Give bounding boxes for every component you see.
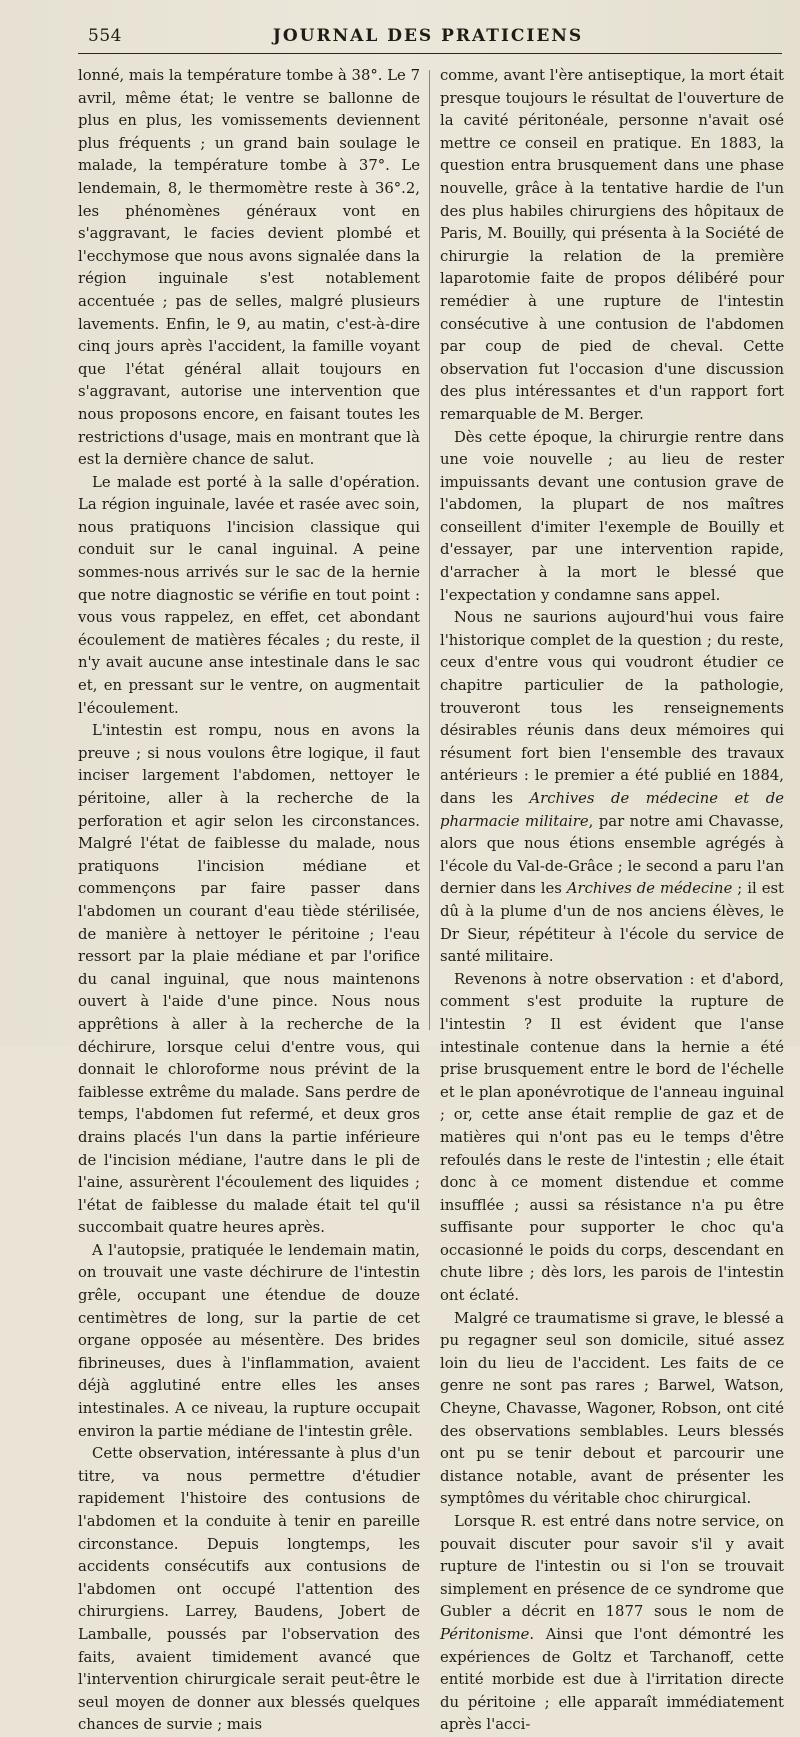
right-paragraph-3-text-a: Nous ne saurions aujourd'hui vous faire l'historique complet de la question ; du reste, ceux d'entre vous qui voudront étudier ce chapitre particulier de la pathologie, trouveront tous les renseignements désirables réunis dans deux mémoires qui résument fort bien l'ensemble des travaux antérieurs : le premier a été publié en 1884, dans les [440, 609, 784, 807]
right-column [440, 65, 784, 1737]
left-paragraph-1: lonné, mais la température tombe à 38°. Le 7 avril, même état; le ventre se ballonne de plus en plus, les vomissements deviennent plus fréquents ; un grand bain soulage le malade, la température tombe à 37°. Le lendemain, 8, le thermomètre reste à 36°.2, les phénomènes généraux vont en s'aggravant, le facies devient plombé et l'ecchymose que nous avons signalée dans la région inguinale s'est notablement accentuée ; pas de selles, malgré plusieurs lavements. Enfin, le 9, au matin, c'est-à-dire cinq jours après l'accident, la famille voyant que l'état général allait toujours en s'aggravant, autorise une intervention que nous proposons encore, en faisant toutes les restrictions d'usage, mais en montrant que là est la dernière chance de salut. [78, 67, 420, 469]
column-divider [429, 70, 430, 1030]
page-number: 554 [88, 26, 122, 46]
right-paragraph-3 [440, 607, 784, 969]
left-paragraph-2: Le malade est porté à la salle d'opération. La région inguinale, lavée et rasée avec soin, nous pratiquons l'incision classique qui conduit sur le canal inguinal. A peine sommes-nous arrivés sur le sac de la hernie que notre diagnostic se vérifie en tout point : vous vous rappelez, en effet, cet abondant écoulement de matières fécales ; du reste, il n'y avait aucune anse intestinale dans le sac et, en pressant sur le ventre, on augmentait l'écoulement. [78, 473, 420, 717]
right-paragraph-3-text-c: ; il est dû à la plume d'un de nos anciens élèves, le Dr Sieur, répétiteur à l'école du service de santé militaire. [440, 880, 784, 966]
left-column [78, 65, 420, 1737]
right-paragraph-6-text-a: Lorsque R. est entré dans notre service, on pouvait discuter pour savoir s'il y avait rupture de l'intestin ou si l'on se trouvait simplement en présence de ce syndrome que Gubler a décrit en 1877 sous le nom de [440, 1513, 784, 1621]
right-paragraph-4: Revenons à notre observation : et d'abord, comment s'est produite la rupture de l'intestin ? Il est évident que l'anse intestinale contenue dans la hernie a été prise brusquement entre le bord de l'échelle et le plan aponévrotique de l'anneau inguinal ; or, cette anse était remplie de gaz et de matières qui n'ont pas eu le temps d'être refoulés dans le reste de l'intestin ; elle était donc à ce moment distendue et comme insufflée ; aussi sa résistance n'a pu être suffisante pour supporter le choc qu'a occasionné le poids du corps, descendant en chute libre ; dès lors, les parois de l'intestin ont éclaté. [440, 970, 784, 1305]
left-paragraph-3: L'intestin est rompu, nous en avons la preuve ; si nous voulons être logique, il faut inciser largement l'abdomen, nettoyer le péritoine, aller à la recherche de la perforation et agir selon les circonstances. Malgré l'état de faiblesse du malade, nous pratiquons l'incision médiane et commençons par faire passer dans l'abdomen un courant d'eau tiède stérilisée, de manière à nettoyer le péritoine ; l'eau ressort par la plaie médiane et par l'orifice du canal inguinal, que nous maintenons ouvert à l'aide d'une pince. Nous nous apprêtions à aller à la recherche de la déchirure, lorsque celui d'entre vous, qui donnait le chloroforme nous prévint de la faiblesse extrême du malade. Sans perdre de temps, l'abdomen fut refermé, et deux gros drains placés l'un dans la partie inférieure de l'incision médiane, l'autre dans le pli de l'aine, assurèrent l'écoulement des liquides ; l'état de faiblesse du malade était tel qu'il succombait quatre heures après. [78, 722, 420, 1237]
right-paragraph-1: comme, avant l'ère antiseptique, la mort était presque toujours le résultat de l'ouverture de la cavité péritonéale, personne n'avait osé mettre ce conseil en pratique. En 1883, la question entra brusquement dans une phase nouvelle, grâce à la tentative hardie de l'un des plus habiles chirurgiens des hôpitaux de Paris, M. Bouilly, qui présenta à la Société de chirurgie la relation de la première laparotomie faite de propos délibéré pour remédier à une rupture de l'intestin consécutive à une contusion de l'abdomen par coup de pied de cheval. Cette observation fut l'occasion d'une discussion des plus intéressantes et d'un rapport fort remarquable de M. Berger. [440, 67, 784, 423]
header-rule [78, 53, 782, 54]
left-paragraph-4: A l'autopsie, pratiquée le lendemain matin, on trouvait une vaste déchirure de l'intestin grêle, occupant une étendue de douze centimètres de long, sur la partie de cet organe opposée au mésentère. Des brides fibrineuses, dues à l'inflammation, avaient déjà agglutiné entre elles les anses intestinales. A ce niveau, la rupture occupait environ la partie médiane de l'intestin grêle. [78, 1241, 420, 1440]
right-paragraph-6 [440, 1511, 784, 1737]
right-paragraph-2: Dès cette époque, la chirurgie rentre dans une voie nouvelle ; au lieu de rester impuissants devant une contusion grave de l'abdomen, la plupart de nos maîtres conseillent d'imiter l'exemple de Bouilly et d'essayer, par une intervention rapide, d'arracher à la mort le blessé que l'expectation y condamne sans appel. [440, 428, 784, 604]
right-paragraph-5: Malgré ce traumatisme si grave, le blessé a pu regagner seul son domicile, situé assez loin du lieu de l'accident. Les faits de ce genre ne sont pas rares ; Barwel, Watson, Cheyne, Chavasse, Wagoner, Robson, ont cité des observations semblables. Leurs blessés ont pu se tenir debout et parcourir une distance notable, avant de présenter les symptômes du véritable choc chirurgical. [440, 1309, 784, 1508]
left-paragraph-5: Cette observation, intéressante à plus d'un titre, va nous permettre d'étudier rapidement l'histoire des contusions de l'abdomen et la conduite à tenir en pareille circonstance. Depuis longtemps, les accidents consécutifs aux contusions de l'abdomen ont occupé l'attention des chirurgiens. Larrey, Baudens, Jobert de Lamballe, poussés par l'observation des faits, avaient timidement avancé que l'intervention chirurgicale serait peut-être le seul moyen de donner aux blessés quelques chances de survie ; mais [78, 1445, 420, 1734]
right-paragraph-6-text-b: . Ainsi que l'ont démontré les expériences de Goltz et Tarchanoff, cette entité morbide est due à l'irritation directe du péritoine ; elle apparaît immédiatement après l'acci- [440, 1625, 784, 1734]
journal-title: JOURNAL DES PRATICIENS [272, 26, 584, 46]
journal-reference-1: Archives de médecine et de pharmacie militaire [440, 790, 784, 830]
page-header [78, 18, 778, 54]
journal-reference-2: Archives de médecine [566, 880, 733, 898]
term-peritonisme: Péritonisme [440, 1625, 530, 1643]
right-paragraph-3-text-b: , par notre ami Chavasse, alors que nous étions ensemble agrégés à l'école du Val-de-Grâce ; le second a paru l'an dernier dans les [440, 812, 784, 898]
